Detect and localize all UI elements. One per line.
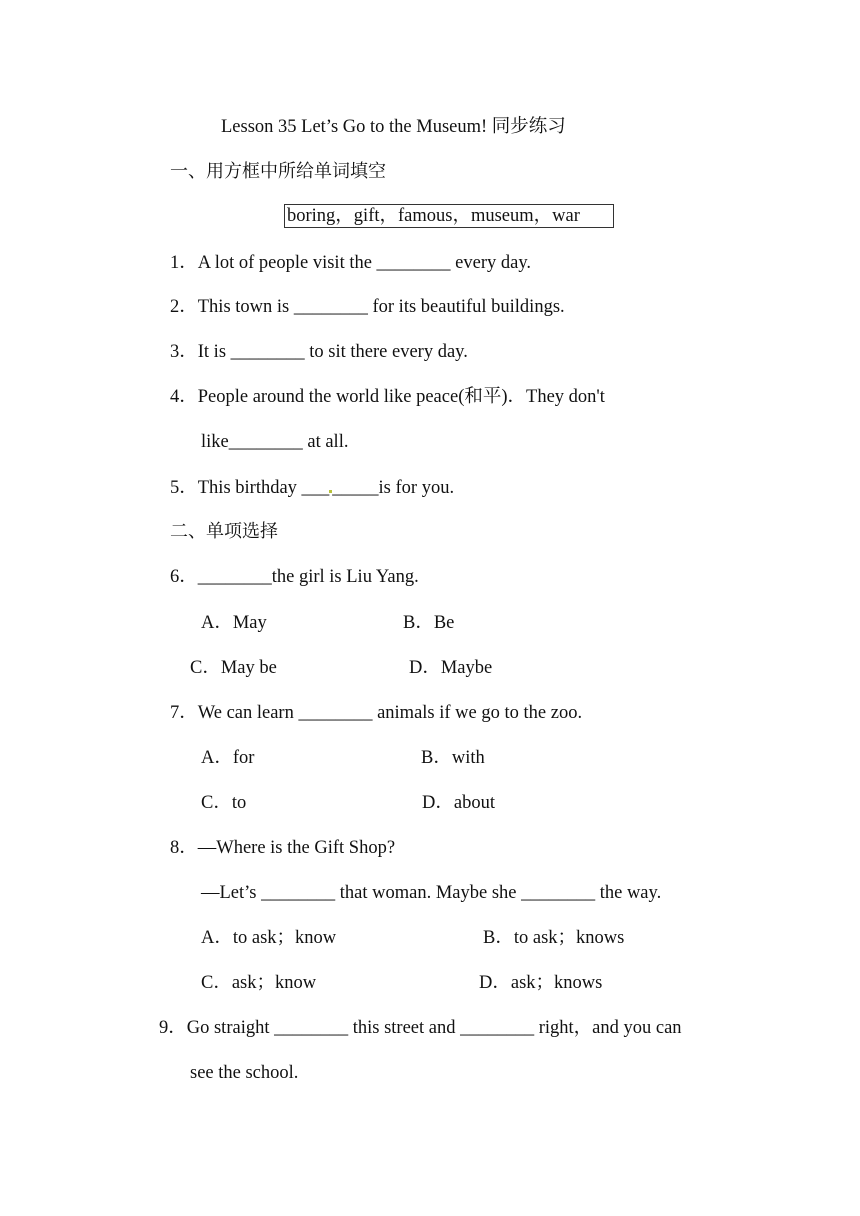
question-5-part-b: _____is for you.: [332, 478, 455, 498]
section-2-heading: 二、单项选择: [170, 521, 278, 542]
title-chinese: 同步练习: [491, 116, 566, 137]
question-9-line-2: see the school.: [190, 1063, 299, 1083]
question-7-option-c: C．to: [201, 793, 247, 813]
question-3: 3．It is ________ to sit there every day.: [170, 342, 468, 362]
question-6-option-a: A．May: [201, 613, 267, 633]
word-bank-box: boring，gift，famous，museum，war: [284, 204, 614, 228]
question-8-option-d: D．ask；knows: [479, 973, 603, 993]
question-9-line-1: 9．Go straight ________ this street and ________ right，and you can: [159, 1018, 682, 1038]
question-2: 2．This town is ________ for its beautiful buildings.: [170, 297, 565, 317]
title-english: Lesson 35 Let’s Go to the Museum!: [221, 117, 488, 137]
section-1-heading: 一、用方框中所给单词填空: [170, 161, 386, 182]
question-5-part-a: 5．This birthday ___: [170, 478, 330, 498]
question-7-option-d: D．about: [422, 793, 495, 813]
page-title: [221, 118, 566, 137]
question-6: 6．________the girl is Liu Yang.: [170, 567, 419, 587]
question-4-line-1: 4．People around the world like peace(和平)．They don't: [170, 387, 605, 407]
question-4-line-2: like________ at all.: [201, 432, 349, 452]
question-7-option-b: B．with: [421, 748, 485, 768]
question-8: 8．—Where is the Gift Shop?: [170, 838, 396, 858]
question-8-option-c: C．ask；know: [201, 973, 317, 993]
question-8-line-2: —Let’s ________ that woman. Maybe she ________ the way.: [201, 883, 662, 903]
question-7: 7．We can learn ________ animals if we go to the zoo.: [170, 703, 583, 723]
question-6-option-c: C．May be: [190, 658, 277, 678]
question-1: 1．A lot of people visit the ________ every day.: [170, 253, 532, 273]
question-5: [170, 479, 454, 498]
question-7-option-a: A．for: [201, 748, 255, 768]
question-8-option-b: B．to ask；knows: [483, 928, 625, 948]
question-8-option-a: A．to ask；know: [201, 928, 337, 948]
question-6-option-d: D．Maybe: [409, 658, 493, 678]
question-6-option-b: B．Be: [403, 613, 455, 633]
